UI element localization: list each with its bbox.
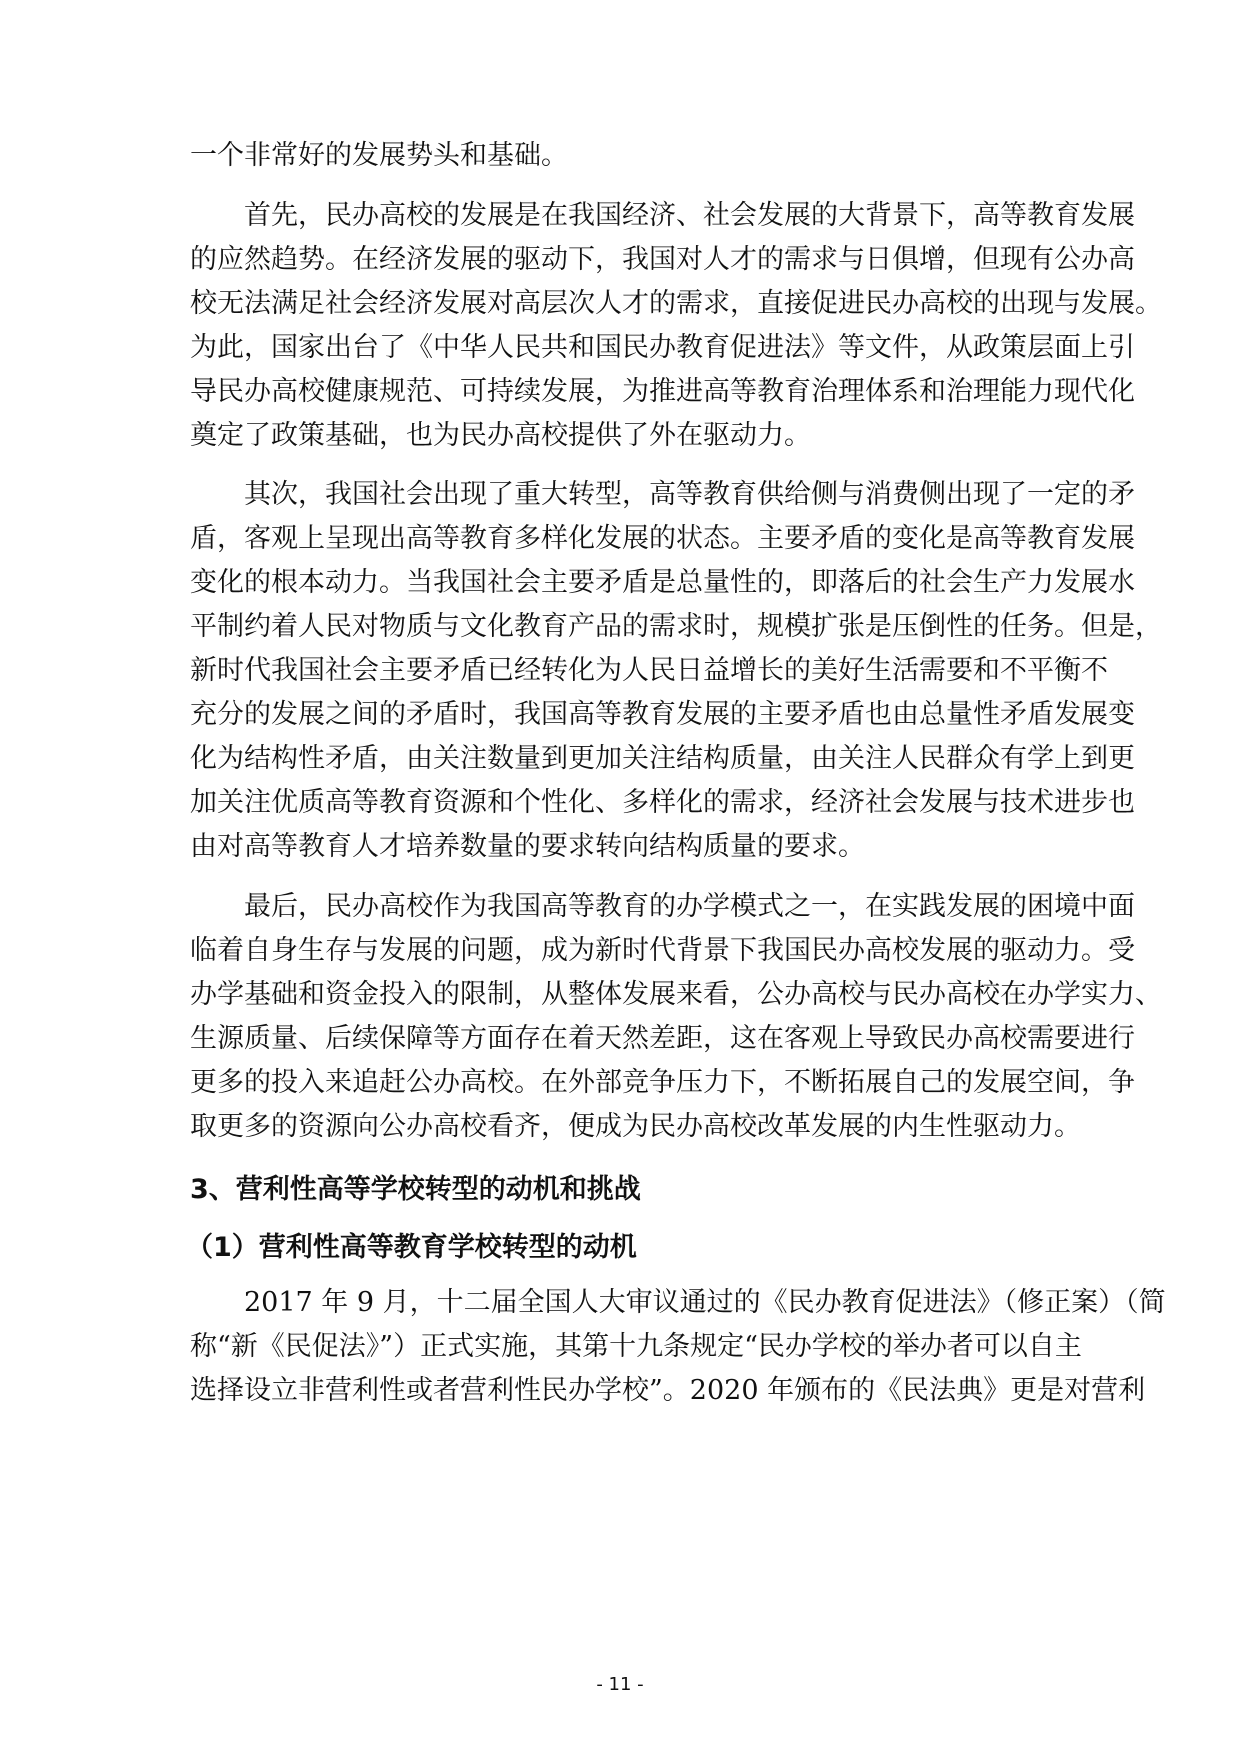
paragraph-1-line-1: 首先，民办高校的发展是在我国经济、社会发展的大背景下，高等教育发展 xyxy=(244,200,1135,231)
paragraph-3-line-1: 最后，民办高校作为我国高等教育的办学模式之一，在实践发展的困境中面 xyxy=(244,891,1135,922)
paragraph-4-line-2: 称“新《民促法》”）正式实施，其第十九条规定“民办学校的举办者可以自主 xyxy=(190,1331,1082,1362)
paragraph-4-line-3: 选择设立非营利性或者营利性民办学校”。2020 年颁布的《民法典》更是对营利 xyxy=(190,1375,1146,1406)
paragraph-1-line-6: 奠定了政策基础，也为民办高校提供了外在驱动力。 xyxy=(190,420,811,451)
paragraph-1-line-3: 校无法满足社会经济发展对高层次人才的需求，直接促进民办高校的出现与发展。 xyxy=(190,288,1162,319)
paragraph-3-line-5: 更多的投入来追赶公办高校。在外部竞争压力下，不断拓展自己的发展空间，争 xyxy=(190,1067,1135,1098)
paragraph-2-line-7: 化为结构性矛盾，由关注数量到更加关注结构质量，由关注人民群众有学上到更 xyxy=(190,743,1135,774)
paragraph-0-line-1: 一个非常好的发展势头和基础。 xyxy=(190,140,568,171)
paragraph-4-line-1: 2017 年 9 月，十二届全国人大审议通过的《民办教育促进法》（修正案）（简 xyxy=(244,1287,1166,1318)
paragraph-3-line-6: 取更多的资源向公办高校看齐，便成为民办高校改革发展的内生性驱动力。 xyxy=(190,1111,1081,1142)
paragraph-2-line-3: 变化的根本动力。当我国社会主要矛盾是总量性的，即落后的社会生产力发展水 xyxy=(190,567,1135,598)
paragraph-3-line-4: 生源质量、后续保障等方面存在着天然差距，这在客观上导致民办高校需要进行 xyxy=(190,1023,1135,1054)
paragraph-2-line-1: 其次，我国社会出现了重大转型，高等教育供给侧与消费侧出现了一定的矛 xyxy=(244,479,1135,510)
paragraph-1-line-5: 导民办高校健康规范、可持续发展，为推进高等教育治理体系和治理能力现代化 xyxy=(190,376,1135,407)
paragraph-2-line-9: 由对高等教育人才培养数量的要求转向结构质量的要求。 xyxy=(190,831,865,862)
paragraph-2-line-6: 充分的发展之间的矛盾时，我国高等教育发展的主要矛盾也由总量性矛盾发展变 xyxy=(190,699,1135,730)
paragraph-1-line-4: 为此，国家出台了《中华人民共和国民办教育促进法》等文件，从政策层面上引 xyxy=(190,332,1135,363)
paragraph-2-line-8: 加关注优质高等教育资源和个性化、多样化的需求，经济社会发展与技术进步也 xyxy=(190,787,1135,818)
subsection-heading-3-1: （1）营利性高等教育学校转型的动机 xyxy=(186,1232,637,1263)
paragraph-3-line-3: 办学基础和资金投入的限制，从整体发展来看，公办高校与民办高校在办学实力、 xyxy=(190,979,1162,1010)
section-heading-3: 3、营利性高等学校转型的动机和挑战 xyxy=(190,1174,641,1205)
paragraph-1-line-2: 的应然趋势。在经济发展的驱动下，我国对人才的需求与日俱增，但现有公办高 xyxy=(190,244,1135,275)
page-number: - 11 - xyxy=(596,1674,644,1695)
paragraph-2-line-5: 新时代我国社会主要矛盾已经转化为人民日益增长的美好生活需要和不平衡不 xyxy=(190,655,1108,686)
paragraph-2-line-4: 平制约着人民对物质与文化教育产品的需求时，规模扩张是压倒性的任务。但是， xyxy=(190,611,1162,642)
paragraph-3-line-2: 临着自身生存与发展的问题，成为新时代背景下我国民办高校发展的驱动力。受 xyxy=(190,935,1135,966)
paragraph-2-line-2: 盾，客观上呈现出高等教育多样化发展的状态。主要矛盾的变化是高等教育发展 xyxy=(190,523,1135,554)
